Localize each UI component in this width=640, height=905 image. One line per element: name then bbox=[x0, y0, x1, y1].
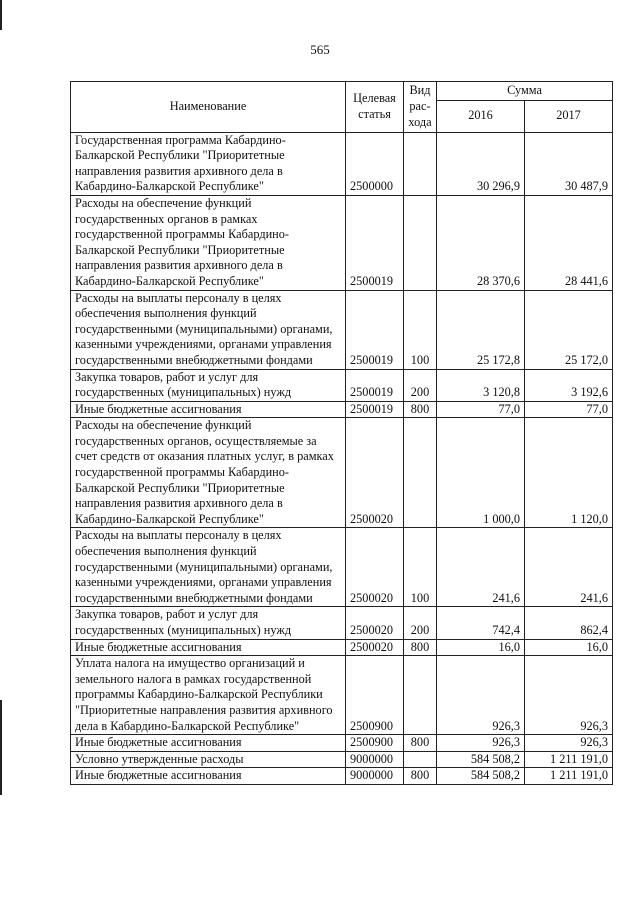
cell-sum-2017: 16,0 bbox=[525, 639, 613, 656]
cell-sum-2017: 862,4 bbox=[525, 607, 613, 639]
cell-sum-2016: 926,3 bbox=[437, 656, 525, 735]
cell-sum-2017: 28 441,6 bbox=[525, 195, 613, 290]
table-row bbox=[71, 735, 613, 752]
cell-target-code: 2500020 bbox=[346, 418, 404, 528]
table-row bbox=[71, 369, 613, 401]
scan-edge-mark bbox=[0, 0, 2, 30]
cell-sum-2017: 241,6 bbox=[525, 528, 613, 607]
header-target: Целевая статья bbox=[346, 82, 404, 133]
cell-kind: 100 bbox=[404, 290, 437, 369]
cell-name: Расходы на обеспечение функций государственных органов в рамках государственной программы Кабардино-Балкарской Республики "Приоритетные направления развития архивного дела в Кабардино-Балкарской Республике" bbox=[71, 195, 346, 290]
table-row bbox=[71, 401, 613, 418]
header-year-2016: 2016 bbox=[437, 100, 525, 132]
cell-kind: 200 bbox=[404, 369, 437, 401]
cell-sum-2017: 1 211 191,0 bbox=[525, 751, 613, 768]
cell-kind bbox=[404, 132, 437, 195]
cell-name: Иные бюджетные ассигнования bbox=[71, 735, 346, 752]
cell-kind: 800 bbox=[404, 401, 437, 418]
cell-target-code: 2500020 bbox=[346, 607, 404, 639]
table-row bbox=[71, 528, 613, 607]
cell-kind: 800 bbox=[404, 768, 437, 785]
cell-sum-2016: 1 000,0 bbox=[437, 418, 525, 528]
cell-name: Иные бюджетные ассигнования bbox=[71, 639, 346, 656]
table-row bbox=[71, 639, 613, 656]
cell-target-code: 2500020 bbox=[346, 528, 404, 607]
cell-sum-2017: 1 120,0 bbox=[525, 418, 613, 528]
cell-kind bbox=[404, 656, 437, 735]
cell-kind: 800 bbox=[404, 735, 437, 752]
cell-kind: 800 bbox=[404, 639, 437, 656]
cell-sum-2016: 926,3 bbox=[437, 735, 525, 752]
cell-kind bbox=[404, 418, 437, 528]
page-number: 565 bbox=[310, 42, 330, 57]
cell-kind: 200 bbox=[404, 607, 437, 639]
table-row bbox=[71, 656, 613, 735]
cell-target-code: 9000000 bbox=[346, 751, 404, 768]
cell-kind bbox=[404, 195, 437, 290]
cell-sum-2017: 1 211 191,0 bbox=[525, 768, 613, 785]
cell-name: Государственная программа Кабардино-Балкарской Республики "Приоритетные направления развития архивного дела в Кабардино-Балкарской Республике" bbox=[71, 132, 346, 195]
cell-name: Уплата налога на имущество организаций и земельного налога в рамках государственной программы Кабардино-Балкарской Республики "Приоритетные направления развития архивного дела в Кабардино-Балкарской Республике" bbox=[71, 656, 346, 735]
cell-sum-2016: 241,6 bbox=[437, 528, 525, 607]
cell-name: Условно утвержденные расходы bbox=[71, 751, 346, 768]
cell-sum-2016: 28 370,6 bbox=[437, 195, 525, 290]
cell-name: Расходы на обеспечение функций государственных органов, осуществляемые за счет средств от оказания платных услуг, в рамках государственной программы Кабардино-Балкарской Республики "Приоритетные направления развития архивного дела в Кабардино-Балкарской Республике" bbox=[71, 418, 346, 528]
cell-sum-2016: 77,0 bbox=[437, 401, 525, 418]
table-row bbox=[71, 132, 613, 195]
budget-table bbox=[70, 81, 613, 785]
cell-sum-2017: 926,3 bbox=[525, 735, 613, 752]
table-row bbox=[71, 751, 613, 768]
cell-target-code: 2500900 bbox=[346, 656, 404, 735]
cell-sum-2016: 742,4 bbox=[437, 607, 525, 639]
cell-target-code: 2500019 bbox=[346, 195, 404, 290]
cell-sum-2017: 3 192,6 bbox=[525, 369, 613, 401]
cell-sum-2016: 16,0 bbox=[437, 639, 525, 656]
cell-name: Закупка товаров, работ и услуг для государственных (муниципальных) нужд bbox=[71, 369, 346, 401]
cell-target-code: 2500019 bbox=[346, 290, 404, 369]
cell-sum-2017: 926,3 bbox=[525, 656, 613, 735]
table-row bbox=[71, 418, 613, 528]
cell-sum-2017: 77,0 bbox=[525, 401, 613, 418]
cell-target-code: 2500000 bbox=[346, 132, 404, 195]
table-row bbox=[71, 607, 613, 639]
cell-name: Иные бюджетные ассигнования bbox=[71, 768, 346, 785]
cell-sum-2016: 30 296,9 bbox=[437, 132, 525, 195]
table-header bbox=[71, 82, 613, 133]
scan-edge-mark bbox=[0, 700, 2, 795]
cell-sum-2016: 584 508,2 bbox=[437, 751, 525, 768]
cell-target-code: 2500020 bbox=[346, 639, 404, 656]
cell-target-code: 2500019 bbox=[346, 369, 404, 401]
header-year-2017: 2017 bbox=[525, 100, 613, 132]
cell-name: Иные бюджетные ассигнования bbox=[71, 401, 346, 418]
cell-name: Расходы на выплаты персоналу в целях обеспечения выполнения функций государственными (муниципальными) органами, казенными учреждениями, органами управления государственными внебюджетными фондами bbox=[71, 528, 346, 607]
cell-name: Закупка товаров, работ и услуг для государственных (муниципальных) нужд bbox=[71, 607, 346, 639]
table-row bbox=[71, 290, 613, 369]
cell-sum-2016: 3 120,8 bbox=[437, 369, 525, 401]
cell-sum-2017: 25 172,0 bbox=[525, 290, 613, 369]
header-name: Наименование bbox=[71, 82, 346, 133]
table-body bbox=[71, 132, 613, 784]
cell-target-code: 9000000 bbox=[346, 768, 404, 785]
cell-target-code: 2500019 bbox=[346, 401, 404, 418]
cell-target-code: 2500900 bbox=[346, 735, 404, 752]
cell-sum-2016: 584 508,2 bbox=[437, 768, 525, 785]
table-row bbox=[71, 195, 613, 290]
cell-kind bbox=[404, 751, 437, 768]
cell-sum-2016: 25 172,8 bbox=[437, 290, 525, 369]
header-kind: Вид рас-хода bbox=[404, 82, 437, 133]
header-sum: Сумма bbox=[437, 82, 613, 101]
cell-name: Расходы на выплаты персоналу в целях обеспечения выполнения функций государственными (муниципальными) органами, казенными учреждениями, органами управления государственными внебюджетными фондами bbox=[71, 290, 346, 369]
cell-kind: 100 bbox=[404, 528, 437, 607]
table-row bbox=[71, 768, 613, 785]
cell-sum-2017: 30 487,9 bbox=[525, 132, 613, 195]
